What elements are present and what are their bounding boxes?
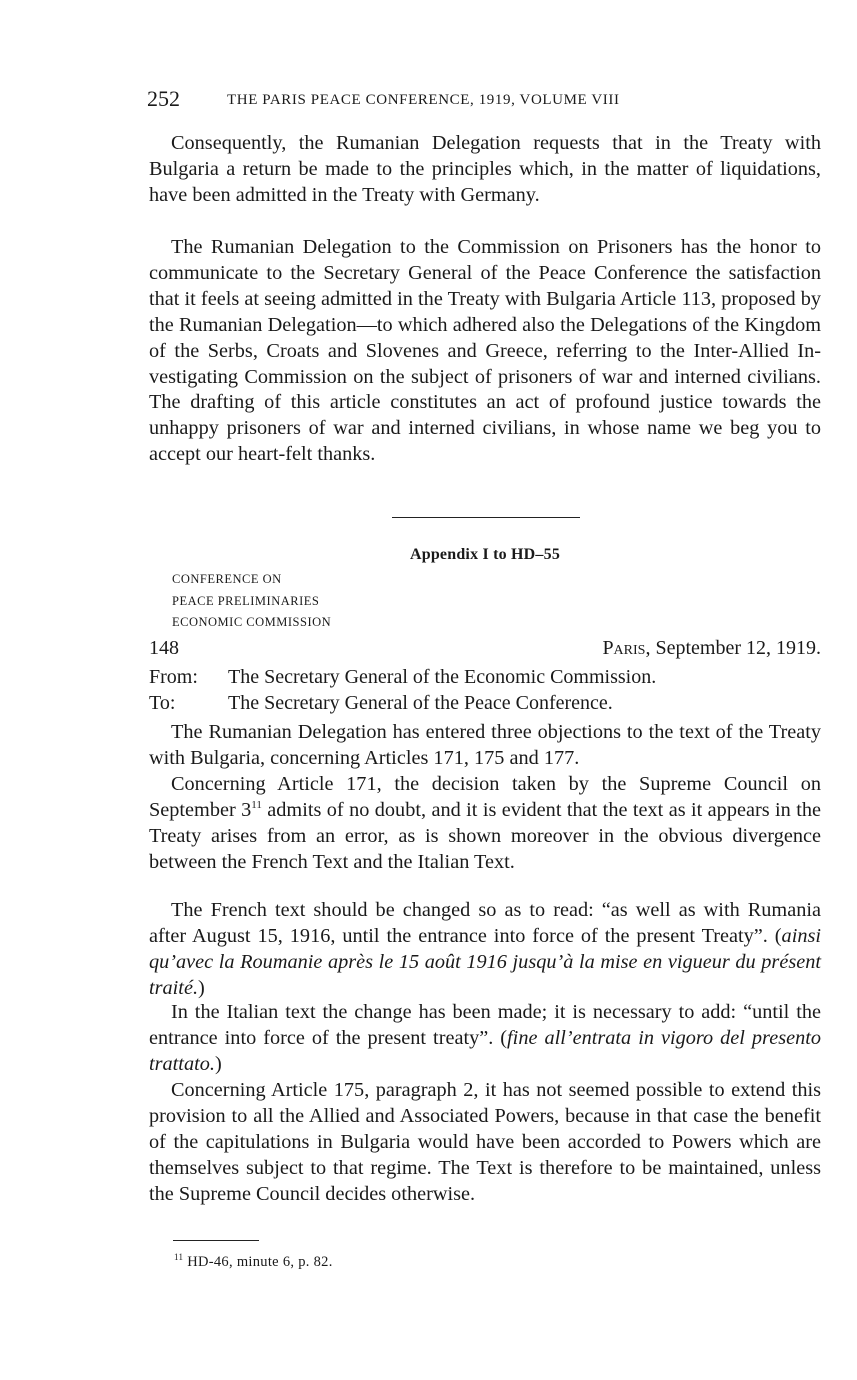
paragraph-italian-text	[149, 1000, 821, 1078]
appendix-title: Appendix I to HD–55	[409, 546, 561, 563]
paragraph-objections: The Rumanian Delegation has entered three objections to the text of the Treaty with Bulgaria, concerning Articles 171, 175 and 177.	[149, 721, 821, 769]
from-line	[149, 666, 656, 689]
running-title: THE PARIS PEACE CONFERENCE, 1919, VOLUME VIII	[227, 92, 620, 108]
footnote-text: HD-46, minute 6, p. 82.	[183, 1254, 333, 1270]
footnote-reference: 11	[251, 798, 262, 811]
italian-text-quote: fine all’entrata in vigoro del presento trattato.	[149, 1026, 821, 1075]
article-171-text: Concerning Article 171, the decision taken by the Supreme Council on September 3	[149, 773, 821, 821]
footnote-marker: 11	[174, 1252, 184, 1262]
italian-text-close: )	[214, 1052, 222, 1075]
date: September 12, 1919.	[655, 637, 821, 659]
document-number: 148	[149, 637, 179, 659]
italian-text-plain: In the Italian text the change has been made; it is necessary to add: “until the entrance into force of the present treaty”. (	[149, 1001, 821, 1049]
french-text-close: )	[198, 976, 205, 999]
to-text: The Secretary General of the Peace Conference.	[228, 692, 613, 714]
place: Paris,	[602, 637, 651, 659]
paragraph-article-175: Concerning Article 175, paragraph 2, it has not seemed possible to extend this provision to all the Allied and Associated Powers, because in that case the benefit of the capitulations in Bulgaria would have been accorded to Powers which are themselves subject to that regime. The Text is therefore to be maintained, unless the Supreme Council decides otherwise.	[149, 1079, 821, 1205]
paragraph-french-text	[149, 898, 821, 1002]
to-label: To:	[149, 692, 176, 714]
running-head	[147, 86, 822, 116]
from-text: The Secretary General of the Economic Commission.	[228, 666, 657, 688]
paragraph-prisoners: The Rumanian Delegation to the Commission on Prisoners has the honor to communicate to the Secretary General of the Peace Conference the satisfaction that it feels at seeing admitted in the Treaty with Bulgaria Article 113, proposed by the Rumanian Delegation—to which adhered also the Delegations of the Kingdom of the Serbs, Croats and Slovenes and Greece, referring to the Inter-Allied Investigating Commission on the subject of prisoners of war and interned civilians. The drafting of this article constitutes an act of profound justice towards the unhappy prisoners of war and interned civilians, in whose name we beg you to accept our heart-felt thanks.	[149, 236, 821, 466]
section-divider	[392, 517, 580, 518]
paragraph-liquidations: Consequently, the Rumanian Delegation requests that in the Treaty with Bulgaria a return be made to the principles which, in the matter of liquidations, have been admitted in the Treaty with Germany.	[149, 132, 821, 206]
french-text-quote: ainsi qu’avec la Roumanie après le 15 août 1916 jusqu’à la mise en vigueur du présent traité.	[149, 924, 821, 999]
origin-line-preliminaries: PEACE PRELIMINARIES	[172, 594, 320, 608]
from-label: From:	[149, 666, 198, 688]
origin-line-conference: CONFERENCE ON	[172, 572, 282, 586]
paragraph-article-171	[149, 772, 821, 876]
footnote-divider	[173, 1240, 259, 1241]
to-line	[149, 692, 613, 715]
page-number: 252	[147, 86, 180, 111]
place-date	[602, 637, 821, 660]
article-171-text-cont: admits of no doubt, and it is evident that the text as it appears in the Treaty arises from an error, as is shown moreover in the obvious divergence between the French Text and the Italian Text.	[149, 798, 821, 873]
origin-line-commission: ECONOMIC COMMISSION	[172, 615, 332, 629]
french-text-plain: The French text should be changed so as to read: “as well as with Rumania after August 15, 1916, until the entrance into force of the present Treaty”. (	[149, 899, 821, 947]
footnote	[174, 1252, 333, 1271]
